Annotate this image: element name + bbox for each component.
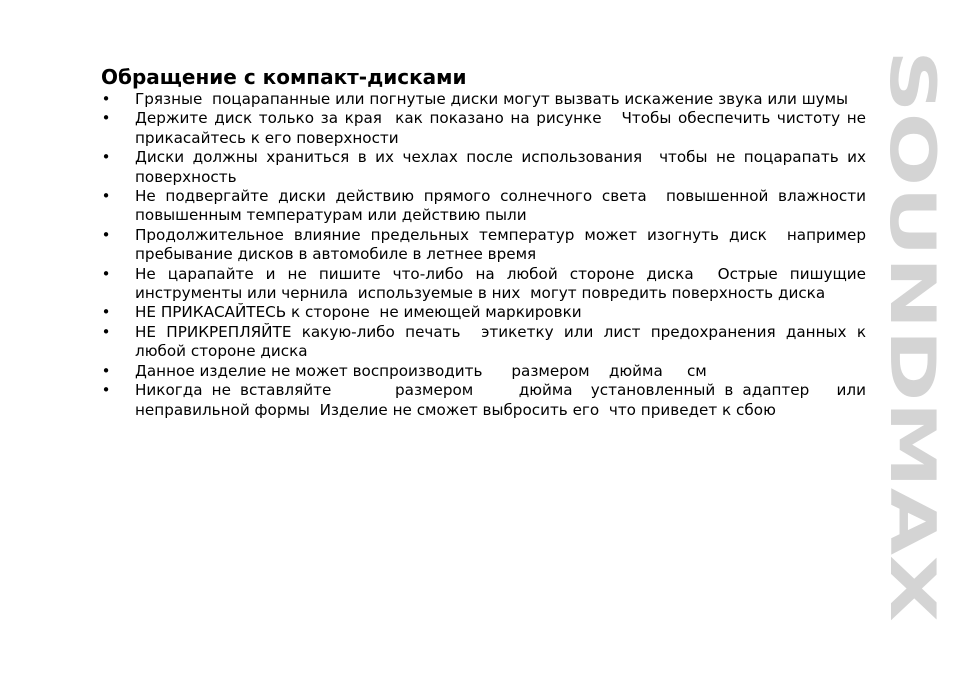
list-item-text: Диски должны храниться в их чехлах после использования чтобы не поцарапать их поверхность [135, 148, 871, 186]
list-item [100, 148, 871, 187]
list-item-text: Грязные поцарапанные или погнутые диски могут вызвать искажение звука или шумы [135, 90, 849, 108]
brand-logo-text: SOUNDMAX [875, 50, 949, 459]
section-heading: Обращение с компакт-дисками [101, 65, 467, 89]
bullet-icon: • [101, 187, 111, 206]
list-item-text: Данное изделие не может воспроизводить размером дюйма см [135, 361, 707, 380]
list-item [100, 322, 871, 362]
list-item-text: Держите диск только за края как показано на рисунке Чтобы обеспечить чистоту не прикасайтесь к его поверхности [135, 109, 871, 147]
list-item [100, 225, 871, 265]
bullet-icon: • [101, 303, 111, 322]
list-item [100, 90, 866, 109]
bullet-icon: • [101, 322, 111, 341]
bullet-icon: • [101, 225, 111, 244]
bullet-icon: • [101, 90, 111, 108]
bullet-icon: • [101, 361, 111, 380]
list-item-text: Никогда не вставляйте размером дюйма установленный в адаптер или неправильной формы Изделие не сможет выбросить его что приведет к сбою [135, 381, 871, 419]
list-item-text: НЕ ПРИКРЕПЛЯЙТЕ какую-либо печать этикетку или лист предохранения данных к любой стороне диска [135, 322, 871, 361]
bullet-icon: • [101, 109, 111, 128]
care-instructions-list [100, 90, 871, 420]
list-item [100, 381, 871, 420]
list-item [100, 303, 866, 322]
bullet-icon: • [101, 264, 111, 283]
list-item-text: НЕ ПРИКАСАЙТЕСЬ к стороне не имеющей маркировки [135, 303, 582, 322]
list-item [100, 187, 871, 226]
list-item [100, 109, 871, 148]
list-item [100, 362, 866, 381]
list-item-text: Не подвергайте диски действию прямого солнечного света повышенной влажности повышенным температурам или действию пыли [135, 187, 871, 225]
bullet-icon: • [101, 381, 111, 400]
list-item [100, 264, 871, 304]
list-item-text: Продолжительное влияние предельных температур может изогнуть диск например пребывание дисков в автомобиле в летнее время [135, 225, 871, 264]
list-item-text: Не царапайте и не пишите что-либо на любой стороне диска Острые пишущие инструменты или чернила используемые в них могут повредить поверхность диска [135, 264, 871, 303]
soundmax-logo [875, 48, 949, 624]
bullet-icon: • [101, 148, 111, 167]
